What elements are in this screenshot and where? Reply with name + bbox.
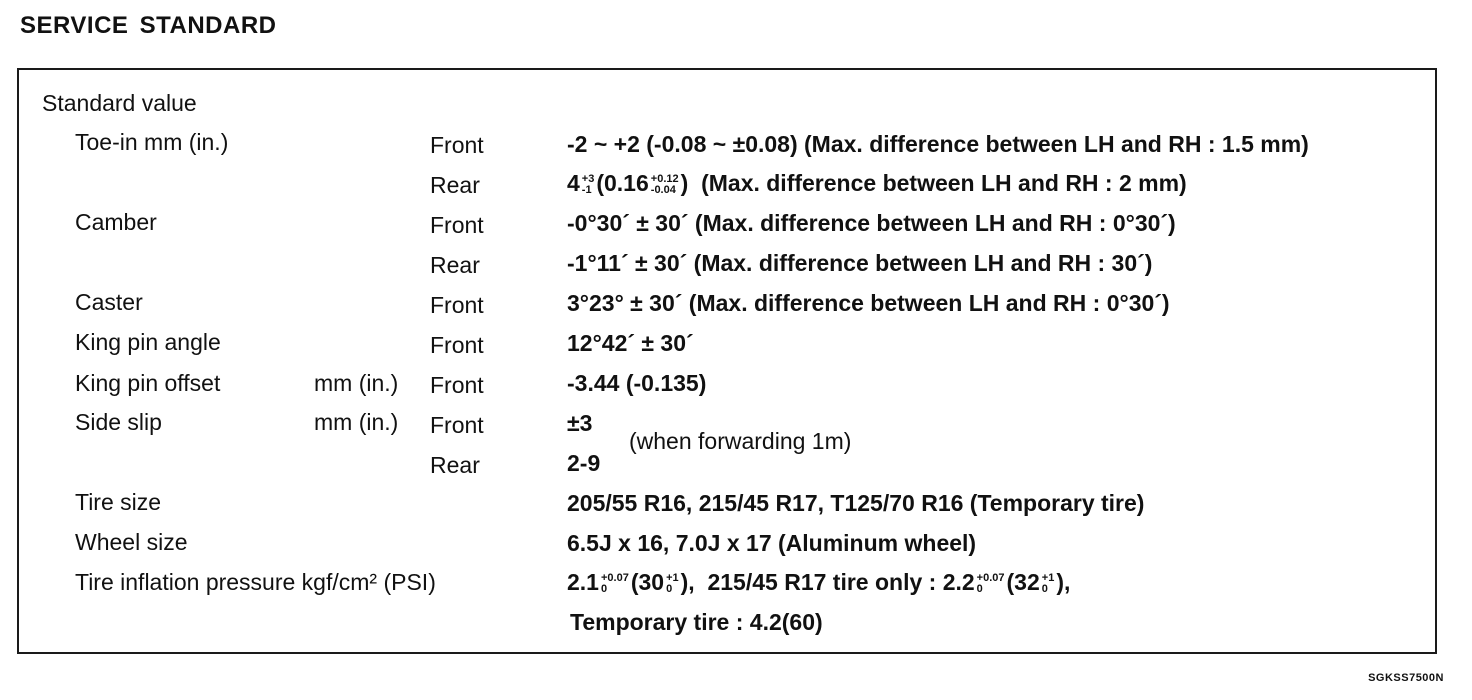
side-slip-note: (when forwarding 1m) bbox=[629, 428, 852, 454]
toe-in-label: Toe-in mm (in.) bbox=[75, 129, 229, 155]
page-title: SERVICE STANDARD bbox=[20, 12, 277, 39]
toe-in-rear-value: 4 +3 -1 (0.16 +0.12 -0.04 ) (Max. difference between LH and RH : 2 mm) bbox=[567, 170, 1187, 196]
side-slip-front-value: ±3 bbox=[567, 410, 593, 436]
tire-pressure-label: Tire inflation pressure kgf/cm² (PSI) bbox=[75, 569, 436, 595]
wheel-size-label: Wheel size bbox=[75, 529, 188, 555]
section-label: Standard value bbox=[42, 90, 197, 116]
side-slip-front-label: Front bbox=[430, 412, 484, 438]
king-pin-angle-front-value: 12°42´ ± 30´ bbox=[567, 330, 694, 356]
figure-code: SGKSS7500N bbox=[1368, 672, 1444, 684]
toe-in-front-value: -2 ~ +2 (-0.08 ~ ±0.08) (Max. difference between LH and RH : 1.5 mm) bbox=[567, 131, 1309, 157]
toe-in-rear-tolerance: +3 -1 bbox=[581, 172, 595, 196]
camber-rear-value: -1°11´ ± 30´ (Max. difference between LH and RH : 30´) bbox=[567, 250, 1153, 276]
caster-label: Caster bbox=[75, 289, 143, 315]
tire-pressure-temporary-value: Temporary tire : 4.2(60) bbox=[570, 609, 823, 635]
camber-front-label: Front bbox=[430, 212, 484, 238]
wheel-size-value: 6.5J x 16, 7.0J x 17 (Aluminum wheel) bbox=[567, 530, 977, 556]
king-pin-offset-label: King pin offset bbox=[75, 370, 221, 396]
camber-label: Camber bbox=[75, 209, 157, 235]
tire-pressure-r17-tolerance: +0.07 0 bbox=[976, 571, 1005, 595]
toe-in-rear-inch-tolerance: +0.12 -0.04 bbox=[650, 172, 679, 196]
king-pin-offset-unit: mm (in.) bbox=[314, 370, 399, 396]
tire-size-value: 205/55 R16, 215/45 R17, T125/70 R16 (Temporary tire) bbox=[567, 490, 1145, 516]
side-slip-rear-label: Rear bbox=[430, 452, 480, 478]
side-slip-unit: mm (in.) bbox=[314, 409, 399, 435]
king-pin-angle-front-label: Front bbox=[430, 332, 484, 358]
camber-rear-label: Rear bbox=[430, 252, 480, 278]
king-pin-offset-front-label: Front bbox=[430, 372, 484, 398]
tire-pressure-tolerance: +0.07 0 bbox=[600, 571, 629, 595]
king-pin-offset-front-value: -3.44 (-0.135) bbox=[567, 370, 707, 396]
side-slip-rear-value: 2-9 bbox=[567, 450, 601, 476]
toe-in-rear-label: Rear bbox=[430, 172, 480, 198]
caster-front-value: 3°23° ± 30´ (Max. difference between LH and RH : 0°30´) bbox=[567, 290, 1170, 316]
side-slip-label: Side slip bbox=[75, 409, 162, 435]
king-pin-angle-label: King pin angle bbox=[75, 329, 221, 355]
tire-pressure-value: 2.1 +0.07 0 (30 +1 0 ), 215/45 R17 tire only : 2.2 +0.07 0 (32 +1 0 ), bbox=[567, 569, 1071, 595]
tire-pressure-r17-psi-tolerance: +1 0 bbox=[1041, 571, 1055, 595]
toe-in-front-label: Front bbox=[430, 132, 484, 158]
camber-front-value: -0°30´ ± 30´ (Max. difference between LH and RH : 0°30´) bbox=[567, 210, 1176, 236]
tire-size-label: Tire size bbox=[75, 489, 162, 515]
caster-front-label: Front bbox=[430, 292, 484, 318]
tire-pressure-psi-tolerance: +1 0 bbox=[666, 571, 679, 595]
